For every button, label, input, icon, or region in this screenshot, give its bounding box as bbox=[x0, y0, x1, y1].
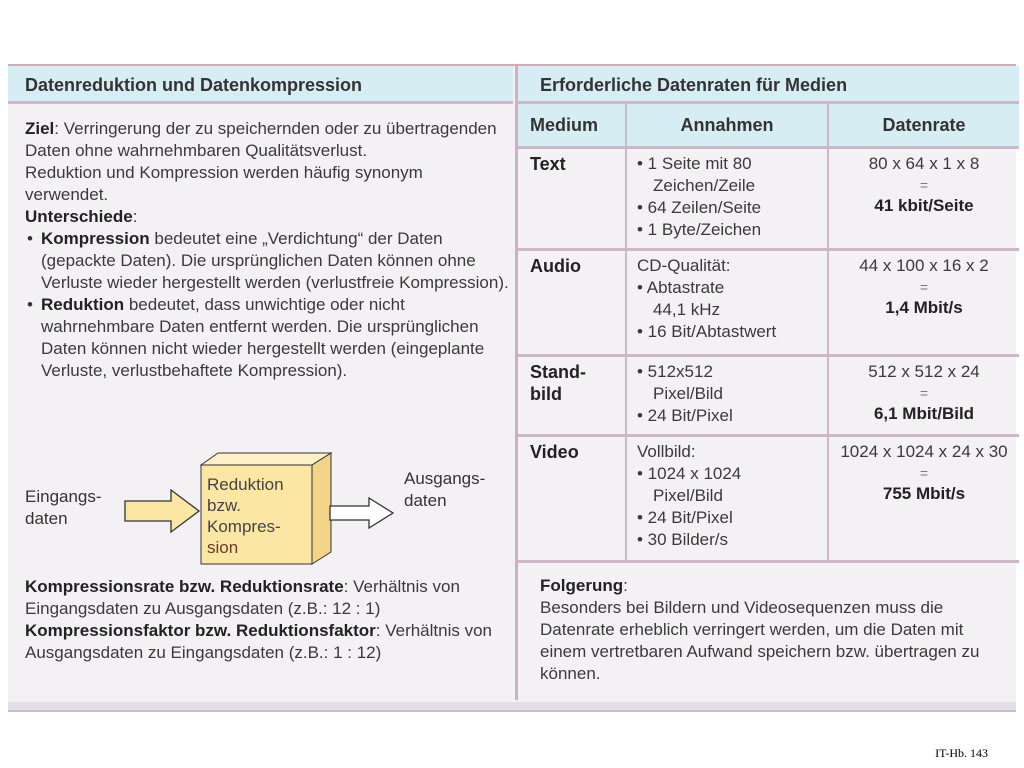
page-reference: IT-Hb. 143 bbox=[935, 746, 988, 760]
output-arrow-icon bbox=[329, 496, 397, 530]
datenrate-cell: 512 x 512 x 24 = 6,1 Mbit/Bild bbox=[828, 356, 1019, 436]
folgerung-heading: Folgerung: bbox=[540, 576, 628, 595]
column-header-datenrate: Datenrate bbox=[828, 104, 1019, 148]
annahmen-cell: CD-Qualität: • Abtastrate 44,1 kHz • 16 Bit/Abtastwert bbox=[626, 250, 828, 356]
datenrate-cell: 1024 x 1024 x 24 x 30 = 755 Mbit/s bbox=[828, 436, 1019, 562]
datenrate-cell: 44 x 100 x 16 x 2 = 1,4 Mbit/s bbox=[828, 250, 1019, 356]
column-header-medium: Medium bbox=[518, 104, 626, 148]
input-label: Eingangs- daten bbox=[25, 487, 102, 528]
table-row bbox=[518, 148, 1019, 250]
ziel-label: Ziel bbox=[25, 119, 55, 138]
right-column bbox=[515, 66, 1019, 700]
list-item: • Kompression bedeutet eine „Verdichtung“ der Daten (gepackte Daten). Die ursprünglichen Daten können ohne Verluste wieder hergestellt werden (verlustfreie Kompression). bbox=[25, 228, 510, 294]
annahmen-cell: Vollbild: • 1024 x 1024 Pixel/Bild • 24 Bit/Pixel • 30 Bilder/s bbox=[626, 436, 828, 562]
textbook-page bbox=[8, 64, 1016, 712]
ziel-paragraph bbox=[25, 118, 510, 162]
unterschiede-list bbox=[25, 228, 510, 382]
list-item: • Reduktion bedeutet, dass unwichtige oder nicht wahrnehmbare Daten entfernt werden. Die ursprünglichen Daten können nicht wieder hergestellt werden (eingeplante Verluste, verlustbehaftete Kompression). bbox=[25, 294, 510, 382]
table-row bbox=[518, 436, 1019, 562]
table-row bbox=[518, 250, 1019, 356]
medium-cell: Text bbox=[518, 148, 626, 250]
medium-cell: Audio bbox=[518, 250, 626, 356]
synonym-paragraph: Reduktion und Kompression werden häufig synonym verwendet. bbox=[25, 163, 423, 204]
kompressionsrate-definition: Kompressionsrate bzw. Reduktionsrate: Verhältnis von Eingangsdaten zu Ausgangsdaten (z.B.: 12 : 1) bbox=[25, 577, 460, 618]
right-header: Erforderliche Datenraten für Medien bbox=[518, 66, 1019, 104]
medium-cell: Stand- bild bbox=[518, 356, 626, 436]
left-header: Datenreduktion und Datenkompression bbox=[8, 66, 513, 104]
datenrate-cell: 80 x 64 x 1 x 8 = 41 kbit/Seite bbox=[828, 148, 1019, 250]
input-arrow-icon bbox=[123, 488, 203, 534]
compression-diagram bbox=[25, 452, 510, 564]
process-label: Reduktion bzw. Kompres- sion bbox=[207, 475, 284, 557]
folgerung-section bbox=[540, 575, 1000, 685]
medium-cell: Video bbox=[518, 436, 626, 562]
intro-section bbox=[25, 118, 510, 382]
ratio-definitions bbox=[25, 576, 510, 664]
column-header-annahmen: Annahmen bbox=[626, 104, 828, 148]
kompressionsfaktor-definition: Kompressionsfaktor bzw. Reduktionsfaktor: Verhältnis von Ausgangsdaten zu Eingangsdaten (z.B.: 1 : 12) bbox=[25, 621, 493, 662]
table-header-row bbox=[518, 104, 1019, 148]
unterschiede-heading: Unterschiede: bbox=[25, 207, 138, 226]
folgerung-text: Besonders bei Bildern und Videosequenzen muss die Datenrate erheblich verringert werden, um die Daten mit einem vertretbaren Aufwand speichern bzw. übertragen zu können. bbox=[540, 598, 980, 683]
ziel-text: : Verringerung der zu speichernden oder zu übertragenden Daten ohne wahrnehmbaren Qualitätsverlust. bbox=[25, 119, 497, 160]
table-row bbox=[518, 356, 1019, 436]
annahmen-cell: • 1 Seite mit 80 Zeichen/Zeile • 64 Zeilen/Seite • 1 Byte/Zeichen bbox=[626, 148, 828, 250]
annahmen-cell: • 512x512 Pixel/Bild • 24 Bit/Pixel bbox=[626, 356, 828, 436]
media-data-rate-table bbox=[518, 104, 1019, 563]
output-label: Ausgangs- daten bbox=[404, 469, 486, 510]
left-column bbox=[8, 66, 513, 700]
